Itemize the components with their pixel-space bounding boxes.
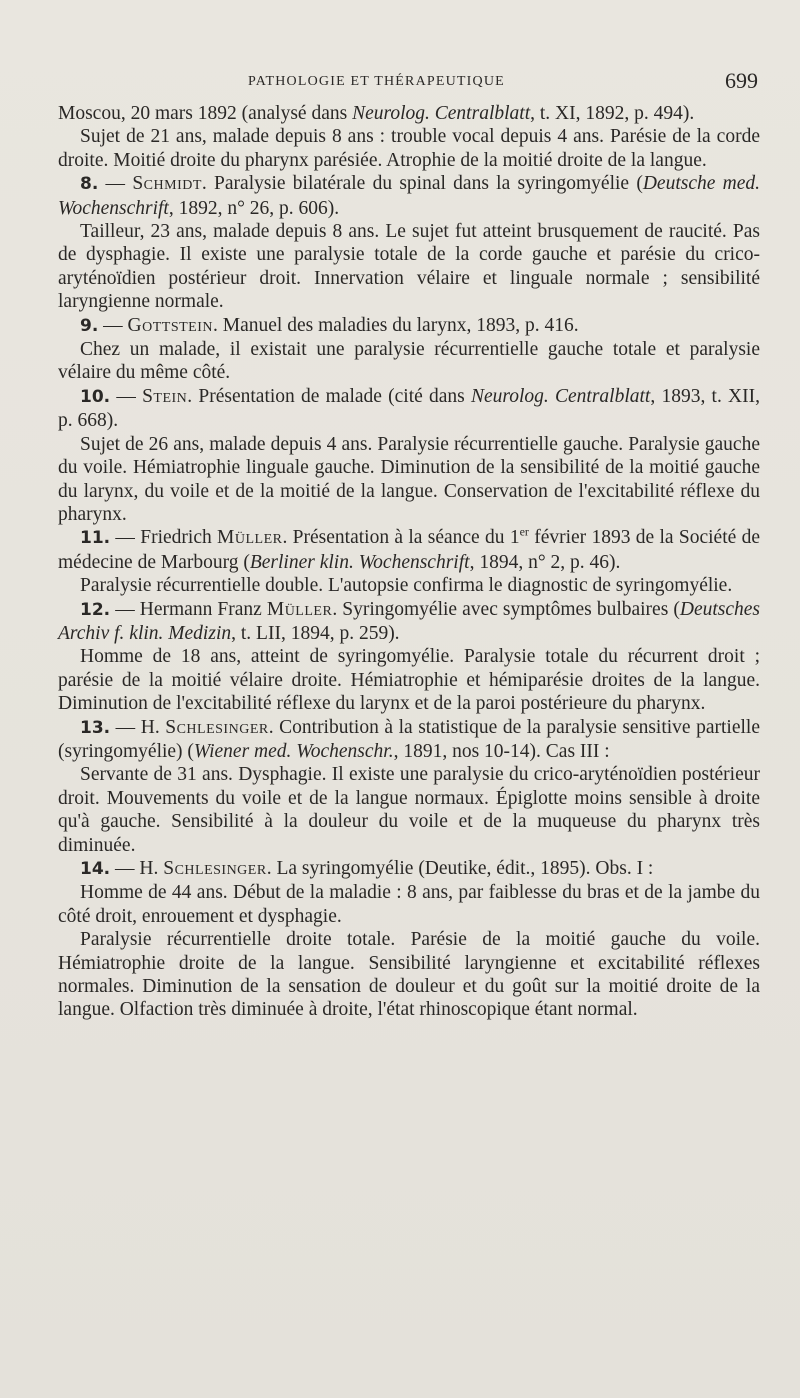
running-title: PATHOLOGIE ET THÉRAPEUTIQUE bbox=[248, 74, 505, 89]
entry-10: 10. — Stein. Présentation de malade (cité dans Neurolog. Centralblatt, 1893, t. XII, p. 668). bbox=[58, 385, 760, 432]
paragraph: Sujet de 21 ans, malade depuis 8 ans : trouble vocal depuis 4 ans. Parésie de la corde droite. Moitié droite du pharynx parésiée. Atrophie de la moitié droite de la langue. bbox=[58, 126, 760, 171]
entry-8: 8. — Schmidt. Paralysie bilatérale du spinal dans la syringomyélie (Deutsche med. Wochenschrift, 1892, n° 26, p. 606). bbox=[58, 173, 761, 219]
paragraph: Tailleur, 23 ans, malade depuis 8 ans. Le sujet fut atteint brusquement de raucité. Pas de dysphagie. Il existe une paralysie totale de la corde gauche et parésie du crico-aryténoïdien postérieur droit. Innervation vélaire et linguale normale ; sensibilité laryngienne normale. bbox=[58, 221, 760, 313]
paragraph: Sujet de 26 ans, malade depuis 4 ans. Paralysie récurrentielle gauche. Paralysie gauche du voile. Hémiatrophie linguale gauche. Diminution de la sensibilité de la moitié gauche du larynx, du voile et de la moitié de la langue. Conservation de l'excitabilité réflexe du pharynx. bbox=[58, 433, 760, 525]
paragraph: Paralysie récurrentielle double. L'autopsie confirma le diagnostic de syringomyélie. bbox=[80, 575, 733, 597]
paragraph: Servante de 31 ans. Dysphagie. Il existe une paralysie du crico-aryténoïdien postérieur droit. Mouvements du voile et de la langue normaux. Épiglotte moins sensible à droite qu'à gauche. Sensibilité à la douleur du voile et de la muqueuse du pharynx très diminuée. bbox=[58, 764, 760, 856]
paragraph: Homme de 18 ans, atteint de syringomyélie. Paralysie totale du récurrent droit ; parésie de la moitié vélaire droite. Hémiatrophie et hémiparésie droites de la langue. Diminution de l'excitabilité réflexe du larynx et de la paroi postérieure du pharynx. bbox=[58, 646, 760, 715]
paragraph: Homme de 44 ans. Début de la maladie : 8 ans, par faiblesse du bras et de la jambe du côté droit, enrouement et dysphagie. bbox=[58, 882, 760, 927]
entry-13: 13. — H. Schlesinger. Contribution à la statistique de la paralysie sensitive partielle (syringomyélie) (Wiener med. Wochenschr., 1891, nos 10-14). Cas III : bbox=[58, 716, 760, 762]
entry-12: 12. — Hermann Franz Müller. Syringomyélie avec symptômes bulbaires (Deutsches Archiv f. klin. Medizin, t. LII, 1894, p. 259). bbox=[58, 598, 761, 644]
running-head bbox=[58, 62, 760, 102]
paragraph: Moscou, 20 mars 1892 (analysé dans Neurolog. Centralblatt, t. XI, 1892, p. 494). bbox=[58, 103, 695, 124]
paragraph: Chez un malade, il existait une paralysie récurrentielle gauche totale et paralysie vélaire du même côté. bbox=[58, 339, 760, 384]
entry-14: 14. — H. Schlesinger. La syringomyélie (Deutike, édit., 1895). Obs. I : bbox=[80, 858, 654, 879]
paragraph: Paralysie récurrentielle droite totale. Parésie de la moitié gauche du voile. Hémiatrophie droite de la langue. Sensibilité laryngienne et excitabilité réflexes normales. Diminution de la sensation de douleur et du goût sur la moitié droite de la langue. Olfaction très diminuée à droite, l'état rhinoscopique étant normal. bbox=[58, 929, 760, 1021]
entry-11: 11. — Friedrich Müller. Présentation à la séance du 1er février 1893 de la Société de médecine de Marbourg (Berliner klin. Wochenschrift, 1894, n° 2, p. 46). bbox=[58, 524, 760, 573]
entry-9: 9. — Gottstein. Manuel des maladies du larynx, 1893, p. 416. bbox=[80, 314, 579, 336]
body-text bbox=[58, 102, 760, 1022]
page-number: 699 bbox=[725, 68, 758, 93]
